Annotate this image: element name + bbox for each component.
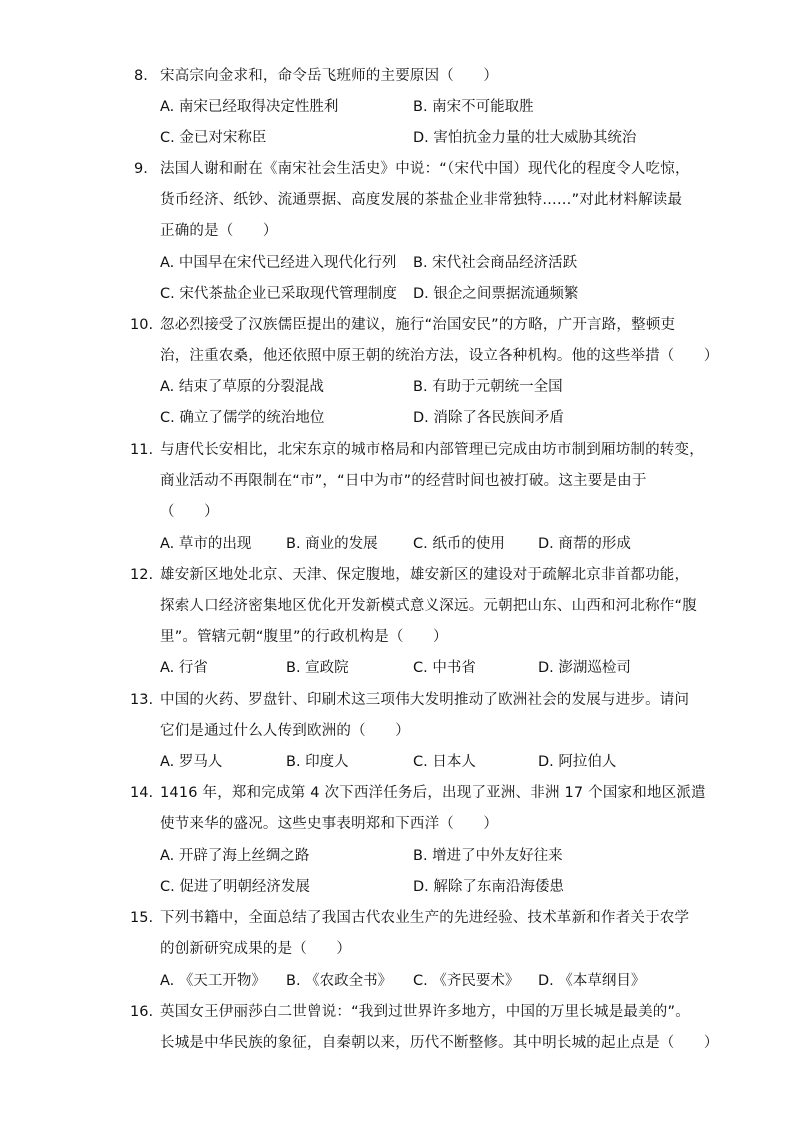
option-b[interactable]: B. 增进了中外友好往来 <box>413 848 563 864</box>
question-number: 12. <box>130 567 154 583</box>
question-number: 9. <box>134 161 148 177</box>
question-stem-line: 法国人谢和耐在《南宋社会生活史》中说：“（宋代中国）现代化的程度令人吃惊， <box>160 161 690 177</box>
question-stem-line: 中国的火药、罗盘针、印刷术这三项伟大发明推动了欧洲社会的发展与进步。请问 <box>160 692 690 708</box>
question-number: 14. <box>130 785 154 801</box>
option-b[interactable]: B. 南宋不可能取胜 <box>413 99 534 115</box>
question-stem-line: 的创新研究成果的是（ ） <box>160 941 352 957</box>
question-number: 15. <box>130 910 154 926</box>
question-stem-line: 与唐代长安相比，北宋东京的城市格局和内部管理已完成由坊市制到厢坊制的转变， <box>160 442 704 458</box>
option-a[interactable]: A. 开辟了海上丝绸之路 <box>160 848 310 864</box>
option-c[interactable]: C. 日本人 <box>413 754 476 770</box>
option-d[interactable]: D. 解除了东南沿海倭患 <box>413 879 564 895</box>
option-c[interactable]: C. 《齐民要术》 <box>413 973 520 989</box>
question-stem-line: 商业活动不再限制在“市”，“日中为市”的经营时间也被打破。这主要是由于 <box>160 473 647 489</box>
question-stem-line: 货币经济、纸钞、流通票据、高度发展的茶盐企业非常独特……”对此材料解读最 <box>160 192 683 208</box>
option-b[interactable]: B. 印度人 <box>286 754 349 770</box>
question-number: 13. <box>130 692 154 708</box>
question-stem-line: 里”。管辖元朝“腹里”的行政机构是（ ） <box>160 629 448 645</box>
question-number: 16. <box>130 1004 154 1020</box>
question-number: 8. <box>134 68 148 84</box>
option-c[interactable]: C. 促进了明朝经济发展 <box>160 879 310 895</box>
option-c[interactable]: C. 金已对宋称臣 <box>160 130 267 146</box>
question-stem-line: 探索人口经济密集地区优化开发新模式意义深远。元朝把山东、山西和河北称作“腹 <box>160 598 697 614</box>
option-d[interactable]: D. 《本草纲目》 <box>538 973 646 989</box>
option-c[interactable]: C. 确立了儒学的统治地位 <box>160 410 325 426</box>
option-a[interactable]: A. 《天工开物》 <box>160 973 266 989</box>
question-number: 10. <box>130 317 154 333</box>
option-d[interactable]: D. 澎湖巡检司 <box>538 660 631 676</box>
option-b[interactable]: B. 宣政院 <box>286 660 349 676</box>
option-b[interactable]: B. 宋代社会商品经济活跃 <box>413 255 578 271</box>
question-stem-line: 忽必烈接受了汉族儒臣提出的建议，施行“治国安民”的方略，广开言路，整顿吏 <box>160 317 676 333</box>
question-stem-line: 英国女王伊丽莎白二世曾说：“我到过世界许多地方，中国的万里长城是最美的”。 <box>160 1004 690 1020</box>
option-a[interactable]: A. 南宋已经取得决定性胜利 <box>160 99 339 115</box>
option-d[interactable]: D. 银企之间票据流通频繁 <box>413 286 579 302</box>
option-d[interactable]: D. 阿拉伯人 <box>538 754 617 770</box>
option-a[interactable]: A. 罗马人 <box>160 754 223 770</box>
question-stem-line: 宋高宗向金求和，命令岳飞班师的主要原因（ ） <box>160 68 499 84</box>
option-b[interactable]: B. 商业的发展 <box>286 536 378 552</box>
option-d[interactable]: D. 消除了各民族间矛盾 <box>413 410 564 426</box>
question-stem-line: 正确的是（ ） <box>160 223 278 239</box>
option-c[interactable]: C. 宋代茶盐企业已采取现代管理制度 <box>160 286 397 302</box>
question-stem-line: 长城是中华民族的象征，自秦朝以来，历代不断整修。其中明长城的起止点是（ ） <box>160 1035 719 1051</box>
question-stem-line: 下列书籍中，全面总结了我国古代农业生产的先进经验、技术革新和作者关于农学 <box>160 910 690 926</box>
option-c[interactable]: C. 中书省 <box>413 660 476 676</box>
option-b[interactable]: B. 有助于元朝统一全国 <box>413 379 563 395</box>
question-stem-line: 治，注重农桑，他还依照中原王朝的统治方法，设立各种机构。他的这些举措（ ） <box>160 348 719 364</box>
option-d[interactable]: D. 商帮的形成 <box>538 536 631 552</box>
option-b[interactable]: B. 《农政全书》 <box>286 973 393 989</box>
question-stem-line: 使节来华的盛况。这些史事表明郑和下西洋（ ） <box>160 816 499 832</box>
option-a[interactable]: A. 草市的出现 <box>160 536 252 552</box>
question-stem-line: 雄安新区地处北京、天津、保定腹地，雄安新区的建设对于疏解北京非首都功能， <box>160 567 690 583</box>
question-stem-line: （ ） <box>160 504 219 520</box>
option-a[interactable]: A. 中国早在宋代已经进入现代化行列 <box>160 255 397 271</box>
question-stem-line: 它们是通过什么人传到欧洲的（ ） <box>160 723 410 739</box>
option-d[interactable]: D. 害怕抗金力量的壮大威胁其统治 <box>413 130 637 146</box>
question-stem-line: 1416 年，郑和完成第 4 次下西洋任务后，出现了亚洲、非洲 17 个国家和地区派遣 <box>160 785 706 801</box>
option-a[interactable]: A. 行省 <box>160 660 208 676</box>
option-a[interactable]: A. 结束了草原的分裂混战 <box>160 379 324 395</box>
option-c[interactable]: C. 纸币的使用 <box>413 536 505 552</box>
question-number: 11. <box>130 442 154 458</box>
